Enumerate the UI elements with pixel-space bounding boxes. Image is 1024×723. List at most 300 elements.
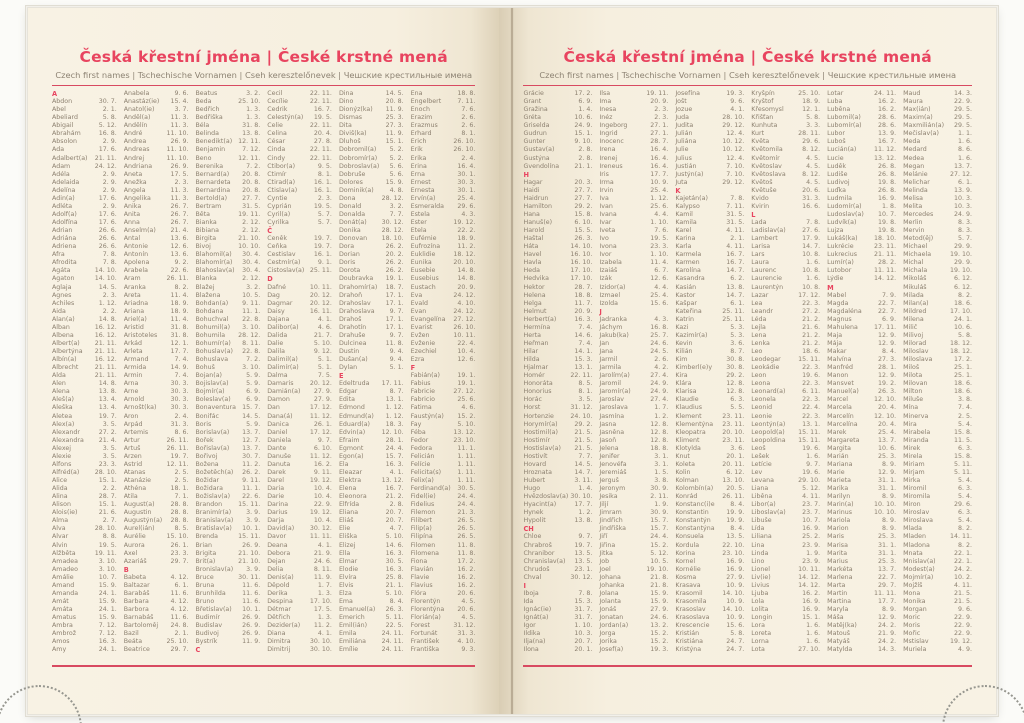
name-entry (599, 638, 668, 646)
given-name: Johana (599, 573, 621, 581)
given-name: Marie (827, 468, 845, 476)
given-name: Drahoň (338, 291, 363, 299)
name-entry (339, 566, 404, 574)
name-entry (599, 90, 668, 98)
given-name: Hostimír (523, 436, 551, 444)
name-day-date: 26. 8. (878, 186, 897, 194)
given-name: Mansvet (827, 380, 854, 388)
name-entry (411, 525, 476, 533)
name-entry (751, 622, 820, 630)
given-name: Amáta (52, 606, 73, 613)
given-name: Budivoj (195, 630, 219, 638)
given-name: Alda (52, 372, 66, 380)
given-name: Andreas (123, 146, 150, 154)
name-day-date: 1. 12. (385, 412, 404, 420)
name-day-date: 14. 7. (726, 291, 745, 299)
name-day-date: 6. 3. (957, 509, 972, 517)
section-letter: M (827, 283, 834, 292)
name-day-date: 27. 12. (949, 170, 972, 178)
name-day-date: 20. 8. (242, 178, 261, 186)
name-day-date: 11. 9. (313, 573, 332, 581)
name-day-date: 25. 3. (878, 533, 897, 541)
name-entry (751, 598, 820, 606)
name-day-date: 31. 8. (170, 331, 189, 339)
given-name: Bojmír(a) (195, 388, 225, 396)
name-day-date: 11. 2. (313, 622, 332, 630)
name-day-date: 5. 2. (389, 146, 404, 154)
name-entry (339, 533, 404, 541)
name-day-date: 15. 1. (385, 138, 404, 146)
name-entry (195, 404, 260, 412)
name-day-date: 20. 9. (650, 98, 669, 106)
given-name: Donát(a) (338, 219, 367, 226)
name-entry (267, 114, 332, 122)
given-name: Agnes (52, 291, 72, 299)
name-entry (411, 445, 476, 453)
name-entry (523, 138, 592, 146)
given-name: Milota (903, 372, 923, 380)
name-entry (827, 469, 896, 477)
given-name: Krasoslava (675, 614, 710, 622)
name-day-date: 18. 7. (385, 283, 404, 291)
given-name: Medard (903, 146, 927, 154)
name-entry (52, 316, 117, 324)
name-day-date: 21. 11. (94, 364, 117, 372)
open-book (28, 8, 996, 714)
given-name: Danuše (267, 452, 292, 460)
given-name: Metod(ěj) (903, 235, 934, 243)
given-name: Jasoň (599, 436, 617, 444)
name-day-date: 17. 10. (570, 275, 593, 283)
name-entry (751, 259, 820, 267)
name-day-date: 13. 1. (385, 396, 404, 404)
name-entry (411, 574, 476, 582)
given-name: Jolana (599, 589, 619, 597)
name-day-date: 16. 4. (650, 154, 669, 162)
name-day-date: 4. 11. (953, 581, 972, 589)
name-entry (195, 235, 260, 243)
name-entry (267, 413, 332, 421)
name-entry (195, 138, 260, 146)
given-name: Artur (123, 436, 140, 444)
name-day-date: 16. 12. (94, 323, 117, 331)
name-entry (195, 380, 260, 388)
name-entry (751, 275, 820, 283)
given-name: Aida (52, 307, 66, 315)
name-entry (52, 388, 117, 396)
name-day-date: 11. 6. (242, 589, 261, 597)
given-name: Albena (52, 331, 74, 339)
name-entry (267, 308, 332, 316)
name-entry (523, 98, 592, 106)
name-day-date: 22. 10. (722, 541, 745, 549)
name-entry (339, 227, 404, 235)
given-name: Bonifác (195, 412, 219, 420)
given-name: Haidi (523, 186, 540, 194)
name-entry (52, 533, 117, 541)
given-name: Afrodita (52, 259, 77, 267)
given-name: Iveta (599, 227, 616, 235)
name-entry (52, 606, 117, 614)
name-entry (751, 533, 820, 541)
name-entry (903, 106, 972, 114)
name-day-date: 15. 9. (650, 589, 669, 597)
name-entry (195, 558, 260, 566)
given-name: Erna (410, 170, 425, 178)
name-entry (267, 130, 332, 138)
name-entry (339, 380, 404, 388)
name-entry (523, 155, 592, 163)
name-day-date: 27. 9. (726, 573, 745, 581)
name-day-date: 2. 3. (317, 194, 332, 202)
name-day-date: 1. 3. (317, 614, 332, 622)
name-entry (124, 90, 189, 98)
name-day-date: 19. 12. (453, 219, 476, 226)
given-name: Lotar (827, 90, 844, 97)
given-name: Blažena (195, 291, 221, 299)
name-entry (903, 429, 972, 437)
name-day-date: 14. 7. (726, 267, 745, 275)
given-name: Haidrun (523, 194, 549, 202)
given-name: Bojislav(a) (195, 380, 229, 388)
name-day-date: 31. 12. (570, 404, 593, 412)
given-name: Kristiána (675, 638, 703, 646)
given-name: Jozue (675, 106, 693, 114)
name-day-date: 15. 2. (650, 630, 669, 638)
given-name: Bernard(a) (195, 170, 230, 178)
given-name: Hilda (523, 356, 540, 364)
name-entry (411, 324, 476, 332)
name-day-date: 3. 7. (174, 106, 189, 114)
name-entry (267, 300, 332, 308)
name-day-date: 15. 1. (574, 130, 593, 138)
name-day-date: 4. 2. (654, 364, 669, 372)
name-day-date: 15. 1. (802, 614, 821, 622)
name-day-date: 12. 8. (726, 380, 745, 388)
name-entry (523, 251, 592, 259)
name-day-date: 4. 3. (654, 315, 669, 323)
given-name: Achiles (52, 299, 75, 307)
name-entry (599, 574, 668, 582)
name-entry (751, 590, 820, 598)
name-day-date: 20. 3. (574, 178, 593, 186)
section-letter: D (267, 275, 273, 284)
name-entry (751, 138, 820, 146)
name-day-date: 2. 1. (730, 235, 745, 243)
given-name: Eliáš (338, 517, 354, 525)
name-entry (195, 106, 260, 114)
given-name: Jorika (599, 638, 617, 646)
name-entry (675, 195, 744, 203)
name-day-date: 28. 12. (238, 331, 261, 339)
name-day-date: 14. 10. (722, 606, 745, 613)
name-day-date: 28. 6. (878, 114, 897, 122)
given-name: Lutobor (827, 267, 852, 275)
name-day-date: 8. 3. (957, 219, 972, 226)
given-name: Laurentýn (751, 283, 784, 291)
section-letter: J (599, 307, 602, 316)
name-day-date: 24. 11. (381, 630, 404, 638)
name-day-date: 12. 9. (878, 331, 897, 339)
given-name: Dalimír(a) (267, 364, 299, 372)
name-day-date: 26. 9. (170, 162, 189, 170)
name-day-date: 5. 11. (385, 614, 404, 622)
given-name: Fay (410, 420, 422, 428)
given-name: Mína (903, 404, 919, 412)
given-name: Dušan(a) (338, 356, 368, 364)
name-entry (599, 622, 668, 630)
given-name: Juda (675, 114, 690, 122)
name-entry (195, 98, 260, 106)
name-entry (195, 606, 260, 614)
name-day-date: 13. 7. (878, 436, 897, 444)
name-entry (411, 421, 476, 429)
name-entry (675, 445, 744, 453)
given-name: Arnošt(ka) (123, 404, 157, 412)
given-name: Adéla (52, 170, 70, 178)
name-entry (124, 477, 189, 485)
given-name: Damaris (267, 380, 294, 388)
name-day-date: 4. 11. (726, 227, 745, 235)
given-name: Lubomír(a) (827, 122, 862, 130)
name-entry (523, 179, 592, 187)
name-day-date: 7. 11. (457, 98, 476, 106)
name-day-date: 15. 2. (457, 412, 476, 420)
name-entry (411, 122, 476, 130)
name-day-date: 25. 3. (385, 114, 404, 122)
name-entry (523, 461, 592, 469)
name-entry (599, 122, 668, 130)
name-day-date: 29. 7. (170, 557, 189, 565)
given-name: Bořivoj (195, 452, 218, 460)
name-day-date: 7. 8. (102, 251, 117, 259)
given-name: Jitka (599, 549, 613, 557)
name-day-date: 24. 11. (381, 638, 404, 646)
name-day-date: 13. 6. (170, 251, 189, 259)
name-day-date: 12. 6. (170, 243, 189, 251)
name-entry (903, 114, 972, 122)
given-name: Bratislav(a) (195, 525, 232, 533)
name-entry (267, 332, 332, 340)
given-name: Borislav(a) (195, 428, 230, 436)
name-entry (411, 453, 476, 461)
given-name: Hostivít (523, 452, 548, 460)
given-name: Antonie (123, 243, 148, 251)
name-entry (124, 235, 189, 243)
name-entry (195, 582, 260, 590)
name-entry (124, 227, 189, 235)
given-name: Drahoslava (338, 307, 375, 315)
name-entry (523, 477, 592, 485)
given-name: Grant (523, 98, 542, 106)
given-name: Ludvík(a) (827, 219, 857, 226)
given-name: Boleslav(a) (195, 396, 231, 404)
given-name: Flóra (410, 589, 427, 597)
name-entry (339, 356, 404, 364)
name-day-date: 15. 6. (650, 299, 669, 307)
name-entry (675, 292, 744, 300)
section-letter: L (751, 210, 756, 219)
name-entry (267, 453, 332, 461)
name-day-date: 28. 6. (878, 122, 897, 130)
name-entry (339, 582, 404, 590)
given-name: Flavián (410, 565, 434, 573)
name-entry (827, 566, 896, 574)
given-name: Augustýn(a) (123, 517, 163, 525)
name-entry (411, 542, 476, 550)
name-entry (903, 421, 972, 429)
name-entry (599, 493, 668, 501)
name-day-date: 17. 12. (309, 404, 332, 412)
name-day-date: 10. 3. (953, 202, 972, 210)
name-day-date: 23. 3. (650, 243, 669, 251)
name-day-date: 10. 6. (953, 323, 972, 331)
name-day-date: 31. 8. (170, 323, 189, 331)
given-name: Bruna (195, 581, 215, 589)
name-entry (675, 340, 744, 348)
given-name: Karla (675, 243, 692, 251)
name-day-date: 11. 1. (242, 307, 261, 315)
given-name: Alena (52, 388, 70, 396)
given-name: Kolin (675, 468, 691, 476)
name-day-date: 13. 7. (953, 162, 972, 170)
name-day-date: 21. 2. (802, 339, 821, 347)
given-name: Davor (267, 533, 287, 541)
name-entry (267, 485, 332, 493)
given-name: Mirela (903, 452, 923, 460)
name-day-date: 23. 7. (802, 501, 821, 509)
name-day-date: 27. 7. (242, 194, 261, 202)
name-day-date: 22. 7. (878, 307, 897, 315)
name-entry (523, 243, 592, 251)
name-entry (267, 211, 332, 219)
name-day-date: 4. 7. (389, 525, 404, 533)
given-name: Mikoláš (903, 275, 927, 283)
name-day-date: 24. 11. (874, 90, 897, 97)
given-name: Mořic (903, 630, 921, 638)
name-entry (523, 606, 592, 614)
given-name: Edvin(a) (338, 428, 366, 436)
name-day-date: 28. 2. (878, 259, 897, 267)
name-day-date: 22. 11. (309, 98, 332, 106)
name-entry (523, 348, 592, 356)
name-entry (827, 308, 896, 316)
name-day-date: 1. 6. (806, 275, 821, 283)
name-day-date: 4. 5. (806, 162, 821, 170)
name-day-date: 6. 3. (730, 396, 745, 404)
name-entry (267, 348, 332, 356)
name-entry (903, 356, 972, 364)
name-day-date: 14. 8. (98, 380, 117, 388)
given-name: Marián (827, 452, 849, 460)
given-name: Dalila (267, 348, 286, 355)
name-day-date: 14. 10. (94, 267, 117, 275)
name-entry (903, 501, 972, 509)
name-day-date: 18. 12. (949, 339, 972, 347)
name-day-date: 15. 11. (798, 428, 821, 436)
name-day-date: 3. 6. (730, 339, 745, 347)
name-entry (411, 509, 476, 517)
given-name: Darina (267, 501, 289, 509)
given-name: Enoch (410, 106, 430, 114)
name-entry (523, 437, 592, 445)
name-day-date: 11. 10. (166, 130, 189, 138)
name-entry (827, 517, 896, 525)
name-day-date: 1. 7. (317, 581, 332, 589)
given-name: Léda (751, 315, 767, 323)
name-day-date: 14. 12. (874, 275, 897, 283)
name-entry (827, 477, 896, 485)
name-entry (339, 219, 404, 227)
name-day-date: 13. 4. (98, 404, 117, 412)
given-name: Mladona (903, 541, 930, 549)
name-day-date: 13. 9. (953, 186, 972, 194)
name-entry (599, 163, 668, 171)
given-name: Ctirad(a) (267, 178, 296, 186)
given-name: Chrudoš (523, 565, 550, 573)
name-entry (599, 485, 668, 493)
given-name: Heda (523, 267, 540, 275)
given-name: Luděk (827, 162, 847, 170)
given-name: Ludomír(a) (827, 202, 862, 210)
name-entry (523, 404, 592, 412)
name-entry (411, 106, 476, 114)
name-day-date: 19. 12. (949, 638, 972, 646)
name-entry (124, 461, 189, 469)
name-entry (675, 316, 744, 324)
given-name: Ilsa (599, 90, 611, 97)
name-day-date: 14. 11. (949, 533, 972, 541)
name-entry (339, 453, 404, 461)
name-entry (339, 630, 404, 638)
given-name: Luboš (827, 138, 846, 146)
given-name: Florentýna (410, 606, 445, 613)
name-entry (675, 461, 744, 469)
name-day-date: 2. 4. (174, 412, 189, 420)
given-name: Bohuchval (195, 315, 229, 323)
given-name: Marta (827, 581, 846, 589)
name-entry (52, 146, 117, 154)
name-day-date: 14. 7. (802, 243, 821, 251)
given-name: Filomena (410, 549, 440, 557)
name-entry (523, 227, 592, 235)
given-name: Despina (267, 597, 293, 605)
name-entry (903, 146, 972, 154)
name-day-date: 31. 3. (457, 630, 476, 638)
name-entry (599, 437, 668, 445)
name-day-date: 22. 7. (878, 299, 897, 307)
name-entry (903, 332, 972, 340)
given-name: Mabel (827, 291, 847, 299)
name-entry (751, 396, 820, 404)
name-entry (523, 590, 592, 598)
given-name: Berenika (195, 162, 224, 170)
given-name: Ima (599, 98, 612, 106)
given-name: Břetislav(a) (195, 606, 232, 613)
name-entry (195, 130, 260, 138)
name-day-date: 30. 9. (650, 485, 669, 493)
name-day-date: 7. 2. (246, 162, 261, 170)
name-day-date: 10. 1. (242, 606, 261, 613)
name-day-date: 5. 4. (957, 493, 972, 501)
given-name: Herta (523, 331, 541, 339)
given-name: Klarisa (675, 388, 697, 396)
name-day-date: 2. 3. (654, 114, 669, 122)
name-day-date: 9. 12. (313, 348, 332, 355)
name-day-date: 7. 8. (806, 219, 821, 226)
name-entry (124, 404, 189, 412)
given-name: Kajetán(a) (675, 194, 708, 202)
